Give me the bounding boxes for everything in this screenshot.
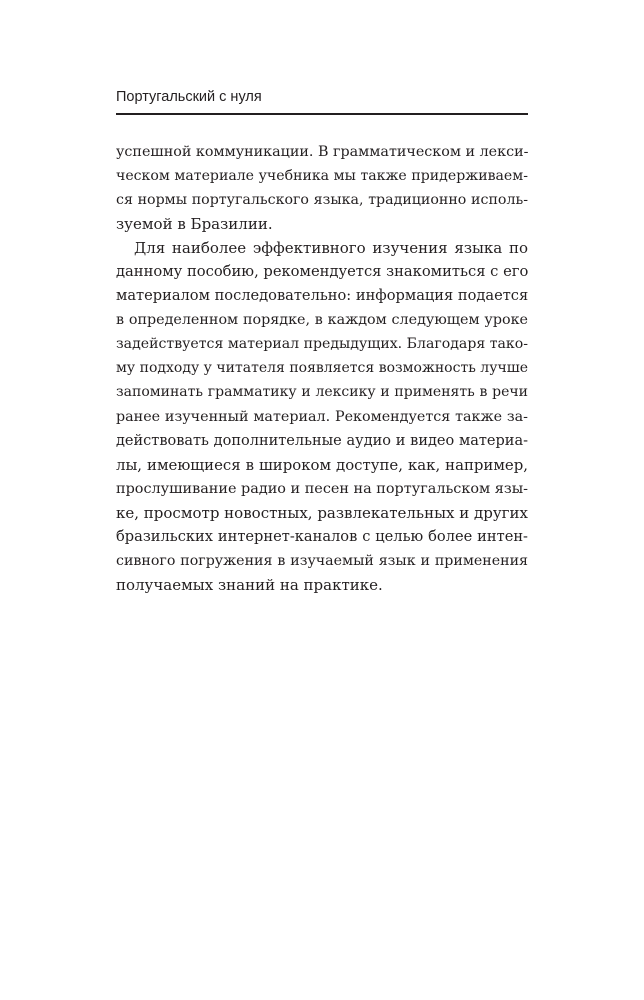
text-line: действовать дополнительные аудио и видео материа- xyxy=(116,432,528,449)
text-line: получаемых знаний на практике. xyxy=(116,575,383,594)
page-body-text xyxy=(116,140,528,597)
text-line: прослушивание радио и песен на португальском язы- xyxy=(116,480,529,497)
text-line: задействуется материал предыдущих. Благодаря тако- xyxy=(116,336,528,353)
text-line: запоминать грамматику и лексику и применять в речи xyxy=(116,384,528,401)
text-line: му подходу у читателя появляется возможность лучше xyxy=(116,360,528,377)
text-line: данному пособию, рекомендуется знакомиться с его xyxy=(116,263,529,281)
text-line: зуемой в Бразилии. xyxy=(116,215,273,234)
text-line: успешной коммуникации. В грамматическом и лекси- xyxy=(116,144,529,160)
running-head-title: Португальский с нуля xyxy=(116,89,262,105)
text-line: в определенном порядке, в каждом следующем уроке xyxy=(116,312,528,329)
text-line: материалом последовательно: информация подается xyxy=(116,287,529,305)
text-line: ранее изученный материал. Рекомендуется также за- xyxy=(116,408,528,425)
text-line: ке, просмотр новостных, развлекательных и других xyxy=(116,503,528,522)
text-line: Для наиболее эффективного изучения языка по xyxy=(134,239,528,258)
header-divider xyxy=(116,113,528,115)
text-line: бразильских интернет-каналов с целью более интен- xyxy=(116,527,528,545)
text-line: сивного погружения в изучаемый язык и применения xyxy=(116,552,528,569)
text-line: ческом материале учебника мы также придерживаем- xyxy=(116,168,528,185)
text-line: лы, имеющиеся в широком доступе, как, например, xyxy=(116,455,528,474)
text-line: ся нормы португальского языка, традиционно исполь- xyxy=(116,192,528,209)
